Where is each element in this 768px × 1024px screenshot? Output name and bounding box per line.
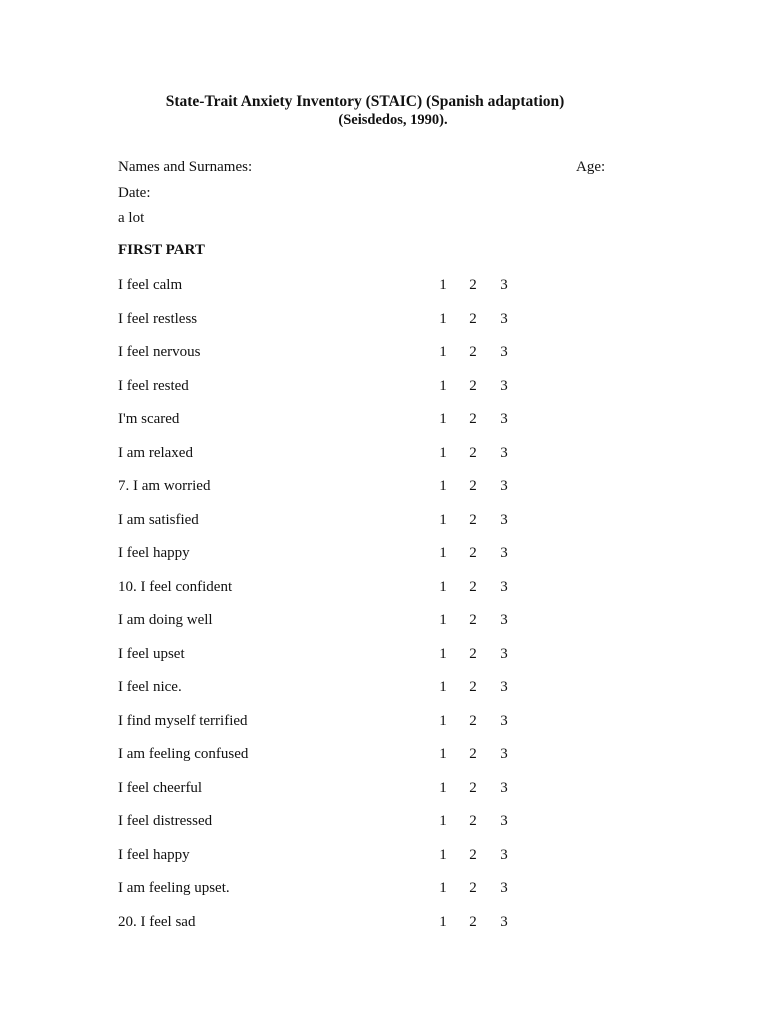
scale-option-1: 1: [439, 780, 447, 796]
scale-option-3: 3: [500, 880, 508, 896]
scale-option-1: 1: [439, 713, 447, 729]
item-row: [118, 344, 538, 364]
scale-option-2: 2: [469, 478, 477, 494]
item-row: [118, 713, 538, 733]
scale-option-1: 1: [439, 679, 447, 695]
section-title: FIRST PART: [118, 242, 205, 258]
scale-option-2: 2: [469, 311, 477, 327]
scale-option-1: 1: [439, 579, 447, 595]
scale-option-2: 2: [469, 277, 477, 293]
names-label: Names and Surnames:: [118, 159, 253, 175]
age-label: Age:: [576, 159, 606, 175]
scale-option-3: 3: [500, 612, 508, 628]
item-label: I feel calm: [118, 277, 183, 293]
item-row: [118, 612, 538, 632]
scale-option-2: 2: [469, 411, 477, 427]
item-label: I am feeling confused: [118, 746, 249, 762]
item-label: I feel happy: [118, 545, 190, 561]
scale-option-3: 3: [500, 579, 508, 595]
scale-option-2: 2: [469, 344, 477, 360]
scale-option-2: 2: [469, 914, 477, 930]
scale-option-1: 1: [439, 914, 447, 930]
scale-option-2: 2: [469, 646, 477, 662]
scale-option-2: 2: [469, 579, 477, 595]
scale-option-3: 3: [500, 746, 508, 762]
scale-option-2: 2: [469, 512, 477, 528]
scale-option-2: 2: [469, 679, 477, 695]
item-row: [118, 646, 538, 666]
scale-option-3: 3: [500, 445, 508, 461]
item-row: [118, 813, 538, 833]
item-row: [118, 679, 538, 699]
scale-option-3: 3: [500, 378, 508, 394]
scale-option-3: 3: [500, 512, 508, 528]
scale-option-3: 3: [500, 679, 508, 695]
item-row: [118, 746, 538, 766]
item-label: I feel nervous: [118, 344, 201, 360]
scale-option-1: 1: [439, 411, 447, 427]
scale-option-3: 3: [500, 646, 508, 662]
scale-option-1: 1: [439, 445, 447, 461]
scale-option-2: 2: [469, 847, 477, 863]
item-label: 10. I feel confident: [118, 579, 233, 595]
scale-option-1: 1: [439, 746, 447, 762]
scale-option-1: 1: [439, 311, 447, 327]
scale-option-1: 1: [439, 880, 447, 896]
item-label: I am relaxed: [118, 445, 193, 461]
scale-option-2: 2: [469, 378, 477, 394]
item-row: [118, 512, 538, 532]
item-label: I feel upset: [118, 646, 185, 662]
item-label: I feel nice.: [118, 679, 182, 695]
scale-option-3: 3: [500, 545, 508, 561]
date-label: Date:: [118, 185, 151, 201]
scale-option-3: 3: [500, 813, 508, 829]
item-row: [118, 277, 538, 297]
scale-option-3: 3: [500, 914, 508, 930]
scale-option-1: 1: [439, 378, 447, 394]
item-row: [118, 914, 538, 934]
item-row: [118, 780, 538, 800]
scale-option-3: 3: [500, 478, 508, 494]
scale-option-3: 3: [500, 713, 508, 729]
scale-option-2: 2: [469, 713, 477, 729]
item-row: [118, 411, 538, 431]
item-label: I find myself terrified: [118, 713, 248, 729]
item-label: 20. I feel sad: [118, 914, 196, 930]
scale-option-1: 1: [439, 344, 447, 360]
scale-option-2: 2: [469, 545, 477, 561]
scale-option-3: 3: [500, 277, 508, 293]
scale-option-2: 2: [469, 880, 477, 896]
scale-option-1: 1: [439, 277, 447, 293]
scale-option-1: 1: [439, 512, 447, 528]
scale-option-3: 3: [500, 411, 508, 427]
item-label: I feel restless: [118, 311, 198, 327]
item-label: I am doing well: [118, 612, 213, 628]
document-subtitle: (Seisdedos, 1990).: [338, 112, 448, 128]
scale-option-3: 3: [500, 311, 508, 327]
scale-option-1: 1: [439, 478, 447, 494]
scale-option-2: 2: [469, 746, 477, 762]
scale-option-2: 2: [469, 813, 477, 829]
scale-option-2: 2: [469, 445, 477, 461]
scale-option-2: 2: [469, 780, 477, 796]
item-row: [118, 311, 538, 331]
item-row: [118, 378, 538, 398]
document-title: State-Trait Anxiety Inventory (STAIC) (Spanish adaptation): [165, 93, 565, 110]
item-row: [118, 847, 538, 867]
scale-option-1: 1: [439, 612, 447, 628]
scale-option-3: 3: [500, 780, 508, 796]
scale-option-3: 3: [500, 344, 508, 360]
item-label: I feel distressed: [118, 813, 213, 829]
scale-option-1: 1: [439, 847, 447, 863]
item-row: [118, 880, 538, 900]
item-label: I feel rested: [118, 378, 189, 394]
scale-option-3: 3: [500, 847, 508, 863]
item-label: I am satisfied: [118, 512, 199, 528]
item-row: [118, 545, 538, 565]
item-row: [118, 478, 538, 498]
item-label: I am feeling upset.: [118, 880, 230, 896]
scale-option-1: 1: [439, 545, 447, 561]
item-row: [118, 445, 538, 465]
item-row: [118, 579, 538, 599]
item-label: I feel happy: [118, 847, 190, 863]
scale-note: a lot: [118, 210, 145, 226]
item-label: I feel cheerful: [118, 780, 203, 796]
scale-option-1: 1: [439, 646, 447, 662]
item-label: 7. I am worried: [118, 478, 211, 494]
scale-option-2: 2: [469, 612, 477, 628]
scale-option-1: 1: [439, 813, 447, 829]
item-label: I'm scared: [118, 411, 180, 427]
